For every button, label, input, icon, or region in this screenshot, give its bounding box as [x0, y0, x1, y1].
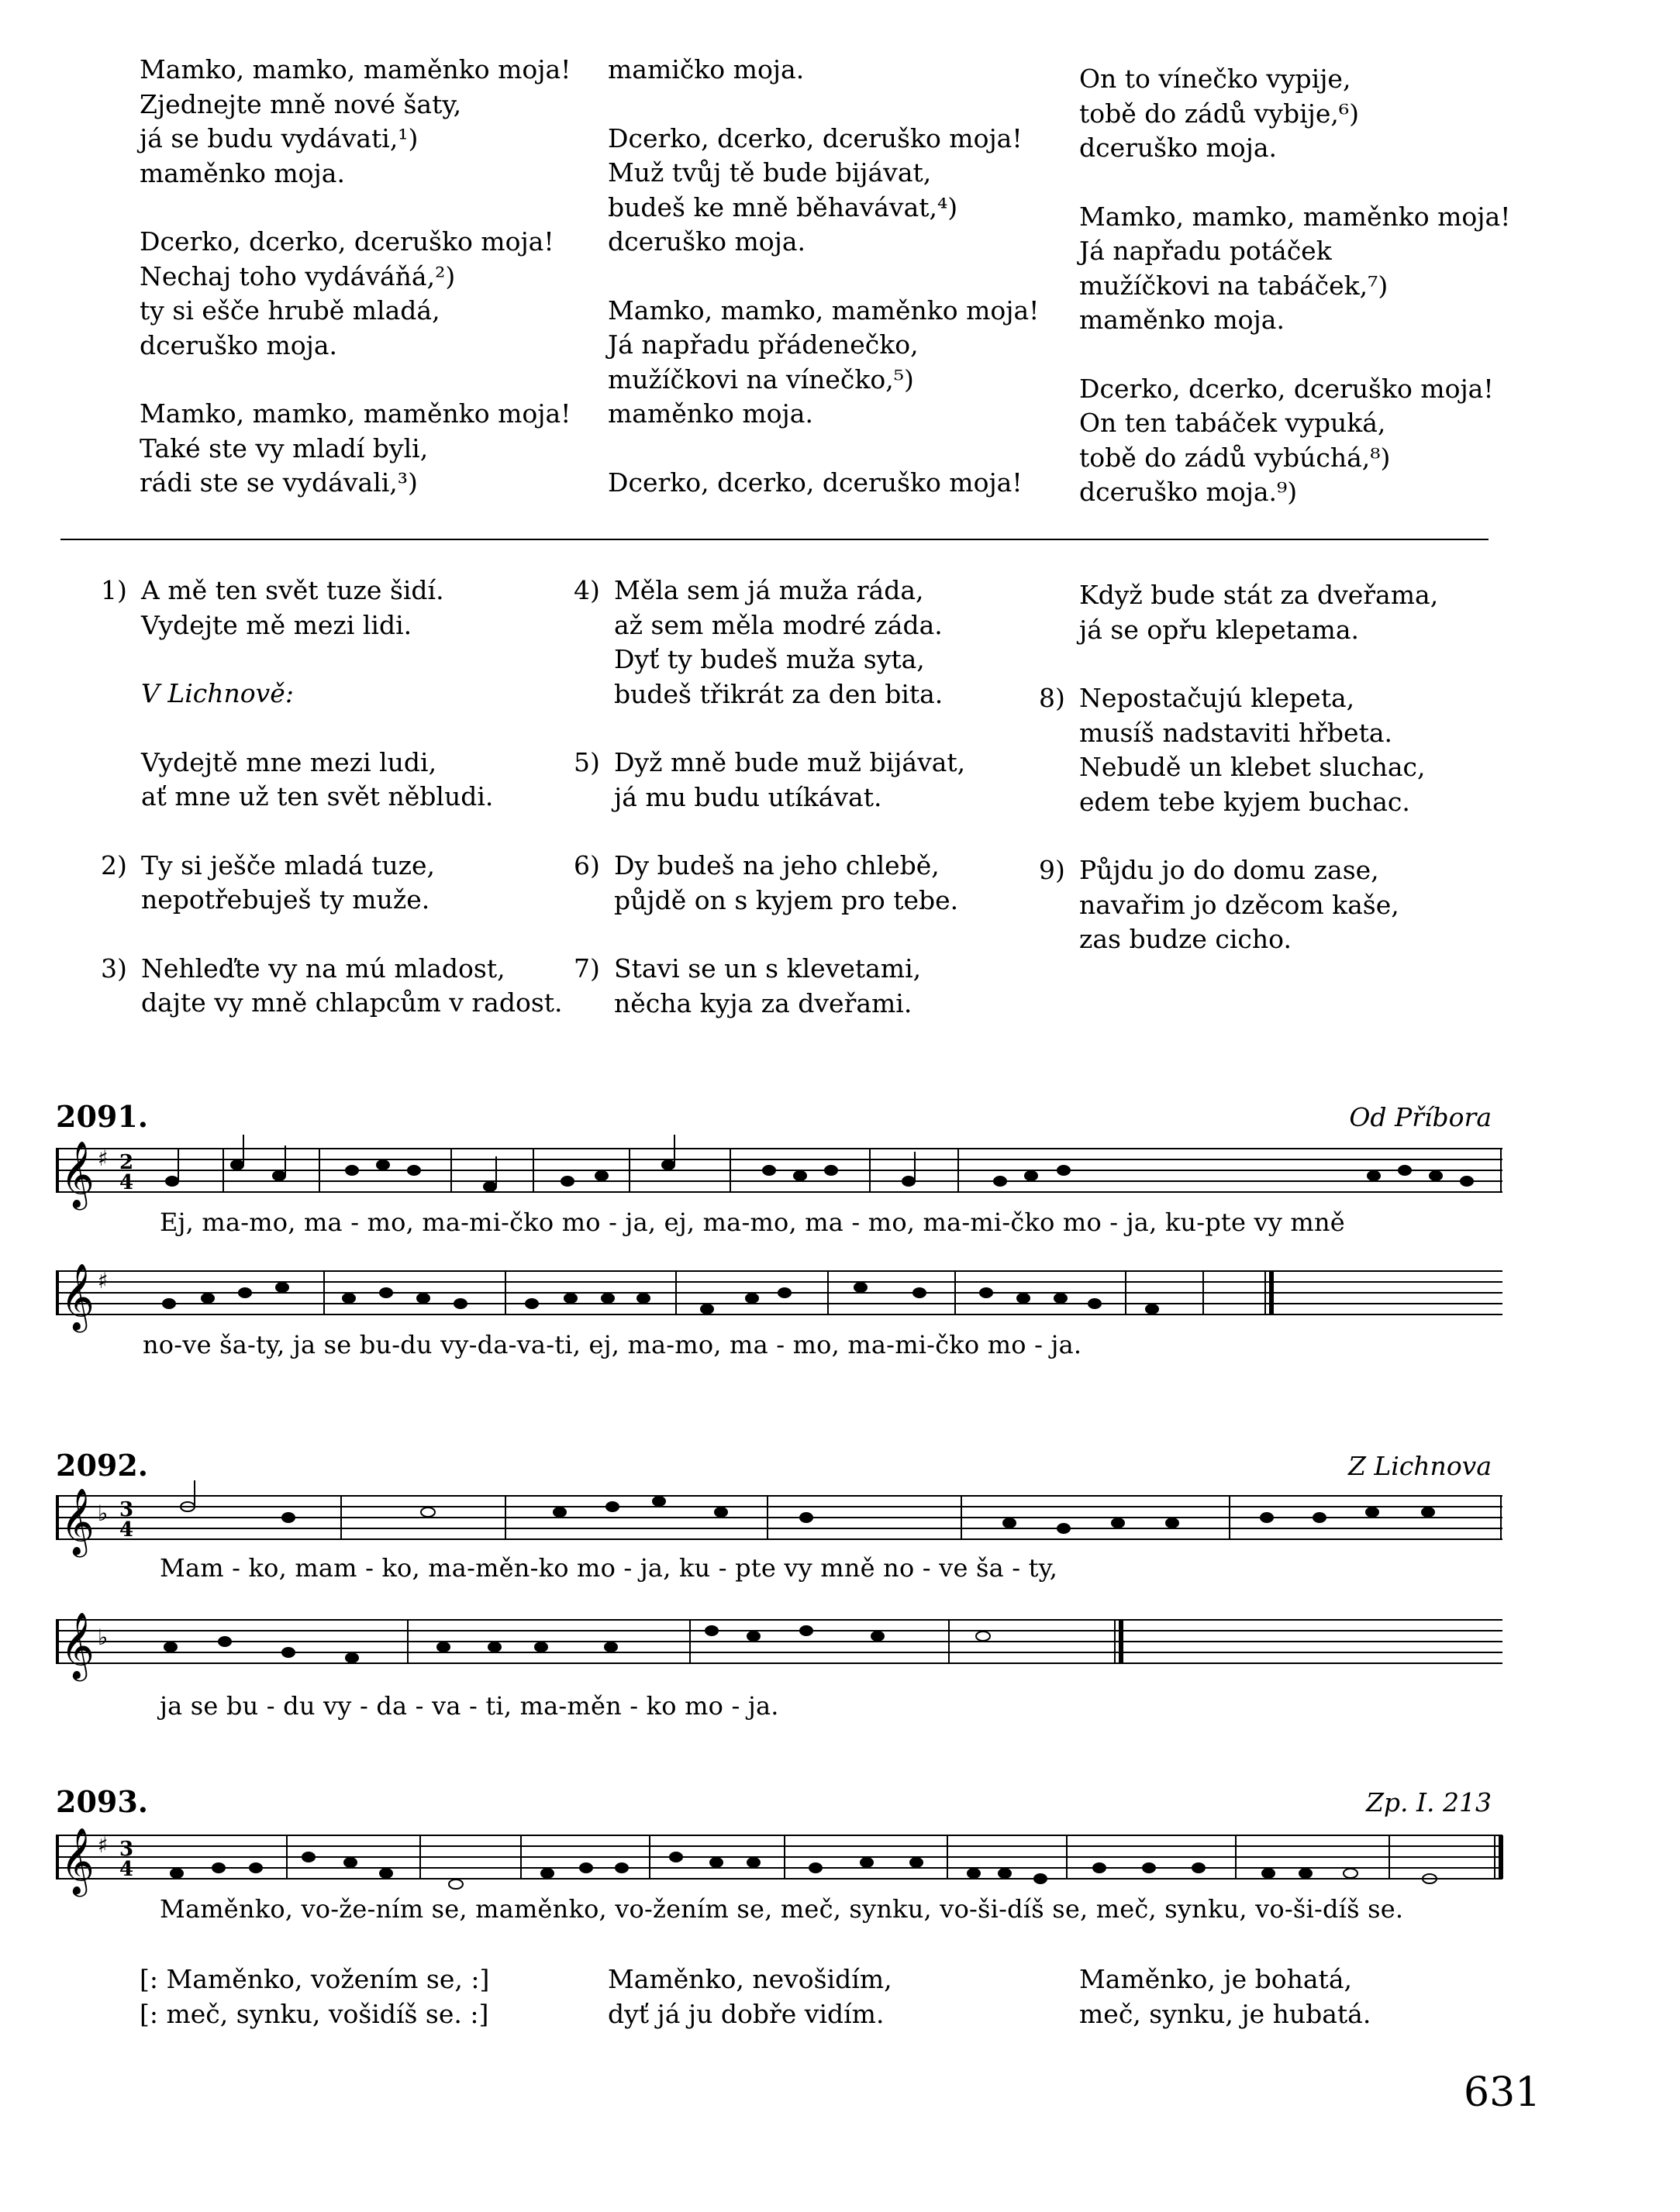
poem-column-1: [140, 53, 571, 535]
footnote-line: edem tebe kyjem buchac.: [1079, 786, 1410, 817]
footnote-line: zas budze cicho.: [1079, 924, 1292, 954]
footnote: [574, 574, 965, 711]
time-signature-icon: 3: [119, 1838, 134, 1861]
key-signature-sharp-icon: ♯: [98, 1146, 109, 1171]
time-signature-icon: 2: [119, 1151, 134, 1174]
footnotes-column-1: [101, 574, 563, 1055]
footnote: [574, 746, 966, 815]
footnote-line: já mu budu utíkávat.: [614, 781, 882, 812]
footnote-divider: [60, 539, 1489, 540]
music-staff-2093: [56, 1820, 1506, 1905]
treble-clef-icon: 𝄞: [60, 1141, 95, 1208]
stanza: [608, 53, 1039, 88]
stanza: [140, 225, 571, 363]
verse-line: On ten tabáček vypuká,: [1079, 408, 1386, 438]
verse-line: [: meč, synku, vošidíš se. :]: [140, 1998, 489, 2029]
stanza: [140, 53, 571, 191]
footnote-mark: 8): [1039, 683, 1065, 713]
page-number: 631: [1464, 2069, 1541, 2116]
stanza: [140, 397, 571, 501]
verse-line: dceruško moja.⁹): [1079, 477, 1298, 507]
footnote: [574, 849, 965, 918]
verse-line: tobě do zádů vybúchá,⁸): [1079, 442, 1391, 473]
footnote: [101, 952, 563, 1021]
treble-clef-icon: 𝄞: [60, 1488, 95, 1555]
footnote: [101, 574, 563, 643]
song-source: Z Lichnova: [1347, 1451, 1492, 1481]
verse-line: Dcerko, dcerko, dceruško moja!: [140, 226, 554, 257]
footnote-line: nepotřebuješ ty muže.: [141, 884, 430, 915]
verse-line: maměnko moja.: [608, 398, 813, 429]
verse-line: Maměnko, je bohatá,: [1079, 1964, 1352, 1994]
song-lyrics-line: Mam - ko, mam - ko, ma-měn-ko mo - ja, ku - pte vy mně no - ve ša - ty,: [160, 1553, 1058, 1583]
verse-line: Mamko, mamko, maměnko moja!: [1079, 201, 1511, 232]
footnote-line: dajte vy mně chlapcům v radost.: [141, 987, 563, 1018]
time-signature-icon: 3: [119, 1498, 134, 1521]
footnote-line: Dyť ty budeš muža syta,: [614, 644, 925, 674]
footnote-line: Nebudě un klebet sluchac,: [1079, 752, 1426, 782]
verse-line: maměnko moja.: [1079, 305, 1285, 335]
song-2093-stanza-1: [140, 1962, 489, 2031]
footnote-line: Když bude stát za dveřama,: [1079, 580, 1439, 610]
verse-line: budeš ke mně běhavávat,⁴): [608, 191, 958, 222]
footnote: [101, 849, 563, 918]
footnotes-column-3: [1039, 578, 1439, 991]
verse-line: Mamko, mamko, maměnko moja!: [140, 398, 571, 429]
footnote-line: navařim jo dzěcom kaše,: [1079, 889, 1399, 920]
verse-line: Nechaj toho vydáváňá,²): [140, 260, 456, 291]
footnote-line: A mě ten svět tuze šidí.: [141, 575, 444, 605]
footnote-line: Dy budeš na jeho chlebě,: [614, 850, 940, 880]
verse-line: tobě do zádů vybije,⁶): [1079, 98, 1360, 129]
verse-line: Já napřadu přádenečko,: [608, 329, 919, 360]
footnote-line: ať mne už ten svět něbludi.: [141, 781, 494, 811]
footnote-mark: 4): [574, 575, 600, 605]
verse-line: mužíčkovi na tabáček,⁷): [1079, 270, 1389, 301]
footnote: [110, 746, 563, 815]
verse-line: dyť já ju dobře vidím.: [608, 1998, 885, 2029]
poem-column-3: [1079, 62, 1510, 544]
footnote-mark: 2): [101, 849, 127, 880]
footnote-variant-heading: [110, 677, 563, 711]
song-2093-stanza-2: [608, 1962, 892, 2031]
footnote: [1039, 681, 1438, 819]
verse-line: maměnko moja.: [140, 157, 345, 188]
footnote-line: musíš nadstaviti hřbeta.: [1079, 717, 1392, 748]
key-signature-flat-icon: ♭: [98, 1501, 109, 1526]
verse-line: já se budu vydávati,¹): [140, 123, 419, 153]
verse-line: dceruško moja.: [608, 226, 806, 257]
footnote-line: Půjdu jo do domu zase,: [1079, 855, 1379, 885]
verse-line: Dcerko, dcerko, dceruško moja!: [1079, 373, 1494, 404]
treble-clef-icon: 𝄞: [60, 1263, 95, 1330]
verse-line: On to vínečko vypije,: [1079, 64, 1351, 94]
verse-line: Mamko, mamko, maměnko moja!: [608, 295, 1040, 326]
footnote: [1048, 578, 1438, 647]
stanza: [608, 294, 1039, 432]
footnote-line: Nepostačujú klepeta,: [1079, 683, 1355, 713]
time-signature-icon: 4: [119, 1858, 134, 1881]
footnote-mark: 9): [1039, 855, 1065, 885]
treble-clef-icon: 𝄞: [60, 1612, 95, 1679]
footnote-line: půjdě on s kyjem pro tebe.: [614, 884, 959, 915]
song-source: Od Příbora: [1349, 1102, 1492, 1132]
stanza: [608, 122, 1039, 260]
verse-line: rádi ste se vydávali,³): [140, 467, 418, 498]
footnote-line: Stavi se un s klevetami,: [614, 953, 922, 984]
key-signature-sharp-icon: ♯: [98, 1832, 109, 1858]
verse-line: mamičko moja.: [608, 54, 805, 84]
music-staff-2091-line-1: [56, 1133, 1506, 1218]
footnote-line: Ty si ješče mladá tuze,: [141, 849, 436, 880]
footnote-line: něcha kyja za dveřami.: [614, 987, 912, 1018]
time-signature-icon: 4: [119, 1171, 134, 1194]
footnote-line: já se opřu klepetama.: [1079, 614, 1359, 645]
key-signature-flat-icon: ♭: [98, 1625, 109, 1650]
verse-line: Muž tvůj tě bude bijávat,: [608, 157, 932, 188]
song-number: 2093.: [56, 1784, 148, 1819]
stanza: [1079, 372, 1510, 510]
footnote-line: Nehleďte vy na mú mladost,: [141, 953, 505, 984]
verse-line: mužíčkovi na vínečko,⁵): [608, 363, 914, 395]
stanza: [1079, 200, 1510, 338]
song-lyrics-line: ja se bu - du vy - da - va - ti, ma-měn - ko mo - ja.: [160, 1691, 779, 1721]
poem-column-2: [608, 53, 1039, 534]
verse-line: Také ste vy mladí byli,: [140, 432, 429, 463]
verse-line: Dcerko, dcerko, dceruško moja!: [608, 467, 1023, 498]
footnote-mark: 7): [574, 953, 600, 984]
verse-line: [: Maměnko, vožením se, :]: [140, 1964, 490, 1994]
footnote-line: Měla sem já muža ráda,: [614, 575, 924, 605]
footnote: [574, 952, 965, 1021]
song-lyrics-line: Ej, ma-mo, ma - mo, ma-mi-čko mo - ja, ej, ma-mo, ma - mo, ma-mi-čko mo - ja, ku-pte vy mně: [160, 1208, 1345, 1237]
verse-line: dceruško moja.: [140, 329, 338, 360]
song-2093-stanza-3: [1079, 1962, 1371, 2031]
song-source: Zp. I. 213: [1365, 1787, 1492, 1817]
verse-line: Já napřadu potáček: [1079, 236, 1332, 266]
song-lyrics-line: Maměnko, vo-že-ním se, maměnko, vo-žením se, meč, synku, vo-ši-díš se, meč, synku, vo-ši-díš se.: [160, 1894, 1404, 1924]
music-staff-2092-line-2: [56, 1604, 1506, 1690]
footnote-mark: 6): [574, 850, 600, 880]
song-number: 2091.: [56, 1099, 148, 1134]
footnote-line: Vydejtě mne mezi ludi,: [141, 746, 437, 777]
verse-line: Dcerko, dcerko, dceruško moja!: [608, 122, 1023, 153]
stanza: [608, 466, 1039, 501]
treble-clef-icon: 𝄞: [60, 1828, 95, 1894]
footnote-line: Vydejte mě mezi lidi.: [141, 609, 412, 640]
footnote-line: V Lichnově:: [141, 678, 294, 708]
footnote-mark: 3): [101, 953, 127, 984]
time-signature-icon: 4: [119, 1518, 134, 1542]
song-lyrics-line: no-ve ša-ty, ja se bu-du vy-da-va-ti, ej, ma-mo, ma - mo, ma-mi-čko mo - ja.: [143, 1330, 1082, 1359]
verse-line: Mamko, mamko, maměnko moja!: [140, 54, 571, 84]
footnote: [1039, 853, 1438, 957]
verse-line: Zjednejte mně nové šaty,: [140, 88, 462, 119]
footnote-line: budeš třikrát za den bita.: [614, 678, 943, 709]
footnote-mark: 1): [101, 575, 127, 605]
verse-line: Maměnko, nevošidím,: [608, 1964, 892, 1994]
verse-line: meč, synku, je hubatá.: [1079, 1998, 1371, 2029]
footnote-line: Dyž mně bude muž bijávat,: [614, 747, 966, 777]
stanza: [1079, 62, 1510, 166]
footnotes-column-2: [574, 574, 966, 1055]
music-staff-2091-line-2: [56, 1256, 1506, 1341]
footnote-line: až sem měla modré záda.: [614, 609, 943, 640]
verse-line: ty si ešče hrubě mladá,: [140, 295, 440, 326]
song-number: 2092.: [56, 1448, 148, 1483]
footnote-mark: 5): [574, 747, 600, 777]
verse-line: dceruško moja.: [1079, 133, 1278, 163]
key-signature-sharp-icon: ♯: [98, 1268, 109, 1294]
